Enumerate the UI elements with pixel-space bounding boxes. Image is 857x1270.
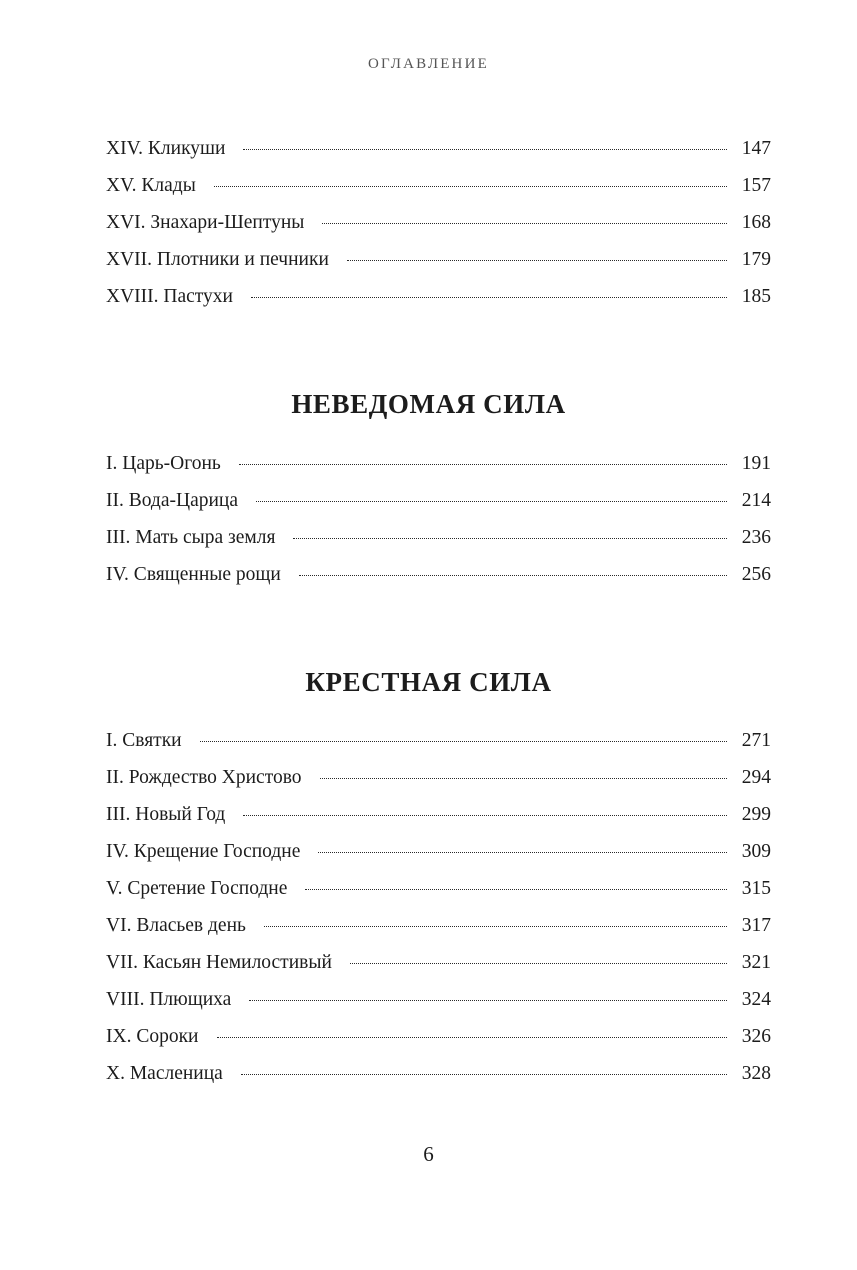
dot-leader bbox=[350, 963, 727, 964]
toc-entry-title: VII. Касьян Немилостивый bbox=[106, 952, 332, 973]
toc-entry[interactable] bbox=[106, 802, 771, 839]
toc-entry-page: 236 bbox=[741, 527, 771, 548]
toc-entry-title: XVI. Знахари-Шептуны bbox=[106, 212, 305, 233]
toc-entry-page: 315 bbox=[741, 878, 771, 899]
toc-entry[interactable] bbox=[106, 728, 771, 765]
page-number: 6 bbox=[423, 1142, 434, 1166]
toc-entry-page: 147 bbox=[741, 138, 771, 159]
dot-leader bbox=[243, 149, 727, 150]
dot-leader bbox=[318, 852, 727, 853]
toc-entry-title: VI. Власьев день bbox=[106, 915, 246, 936]
toc-list-continued bbox=[106, 136, 771, 321]
toc-entry-title: V. Сретение Господне bbox=[106, 878, 288, 899]
toc-entry-page: 191 bbox=[741, 453, 771, 474]
toc-entry-page: 294 bbox=[741, 767, 771, 788]
toc-entry-page: 256 bbox=[741, 564, 771, 585]
dot-leader bbox=[249, 1000, 727, 1001]
dot-leader bbox=[256, 501, 727, 502]
toc-entry-title: II. Вода-Царица bbox=[106, 490, 239, 511]
toc-entry-page: 324 bbox=[741, 989, 771, 1010]
toc-entry-title: I. Царь-Огонь bbox=[106, 453, 221, 474]
toc-entry[interactable] bbox=[106, 136, 771, 173]
toc-entry[interactable] bbox=[106, 562, 771, 599]
toc-entry-page: 326 bbox=[741, 1026, 771, 1047]
toc-entry-page: 157 bbox=[741, 175, 771, 196]
toc-entry[interactable] bbox=[106, 284, 771, 321]
running-head: ОГЛАВЛЕНИЕ bbox=[368, 56, 489, 72]
toc-entry[interactable] bbox=[106, 950, 771, 987]
toc-entry-title: III. Мать сыра земля bbox=[106, 527, 276, 548]
toc-entry[interactable] bbox=[106, 525, 771, 562]
toc-entry-title: XIV. Кликуши bbox=[106, 138, 226, 159]
toc-entry[interactable] bbox=[106, 987, 771, 1024]
section-heading: НЕВЕДОМАЯ СИЛА bbox=[291, 389, 566, 419]
toc-entry-title: XV. Клады bbox=[106, 175, 196, 196]
toc-entry[interactable] bbox=[106, 451, 771, 488]
toc-entry-title: IV. Крещение Господне bbox=[106, 841, 301, 862]
toc-entry-title: IX. Сороки bbox=[106, 1026, 199, 1047]
dot-leader bbox=[299, 575, 727, 576]
dot-leader bbox=[322, 223, 727, 224]
dot-leader bbox=[214, 186, 727, 187]
toc-entry-page: 179 bbox=[741, 249, 771, 270]
dot-leader bbox=[251, 297, 727, 298]
toc-list-section-2 bbox=[106, 728, 771, 1098]
toc-entry[interactable] bbox=[106, 210, 771, 247]
toc-entry-title: I. Святки bbox=[106, 730, 182, 751]
dot-leader bbox=[239, 464, 727, 465]
dot-leader bbox=[305, 889, 727, 890]
toc-entry[interactable] bbox=[106, 1061, 771, 1098]
toc-entry-title: II. Рождество Христово bbox=[106, 767, 302, 788]
section-heading: КРЕСТНАЯ СИЛА bbox=[305, 667, 552, 697]
toc-entry-page: 321 bbox=[741, 952, 771, 973]
toc-entry[interactable] bbox=[106, 913, 771, 950]
toc-entry-title: IV. Священные рощи bbox=[106, 564, 281, 585]
toc-entry-title: VIII. Плющиха bbox=[106, 989, 232, 1010]
dot-leader bbox=[243, 815, 727, 816]
toc-entry-title: X. Масленица bbox=[106, 1063, 223, 1084]
toc-entry-page: 317 bbox=[741, 915, 771, 936]
dot-leader bbox=[320, 778, 727, 779]
dot-leader bbox=[241, 1074, 727, 1075]
toc-entry-page: 328 bbox=[741, 1063, 771, 1084]
dot-leader bbox=[347, 260, 727, 261]
dot-leader bbox=[264, 926, 727, 927]
toc-entry[interactable] bbox=[106, 488, 771, 525]
toc-entry[interactable] bbox=[106, 839, 771, 876]
toc-entry[interactable] bbox=[106, 1024, 771, 1061]
toc-entry[interactable] bbox=[106, 173, 771, 210]
toc-entry-title: III. Новый Год bbox=[106, 804, 226, 825]
dot-leader bbox=[293, 538, 727, 539]
toc-entry[interactable] bbox=[106, 765, 771, 802]
toc-entry-page: 168 bbox=[741, 212, 771, 233]
toc-entry-page: 309 bbox=[741, 841, 771, 862]
toc-entry-page: 271 bbox=[741, 730, 771, 751]
toc-list-section-1 bbox=[106, 451, 771, 599]
toc-entry-page: 185 bbox=[741, 286, 771, 307]
toc-entry[interactable] bbox=[106, 247, 771, 284]
dot-leader bbox=[217, 1037, 728, 1038]
toc-entry-title: XVIII. Пастухи bbox=[106, 286, 233, 307]
toc-entry-page: 299 bbox=[741, 804, 771, 825]
toc-entry-page: 214 bbox=[741, 490, 771, 511]
toc-entry[interactable] bbox=[106, 876, 771, 913]
toc-entry-title: XVII. Плотники и печники bbox=[106, 249, 329, 270]
dot-leader bbox=[200, 741, 727, 742]
